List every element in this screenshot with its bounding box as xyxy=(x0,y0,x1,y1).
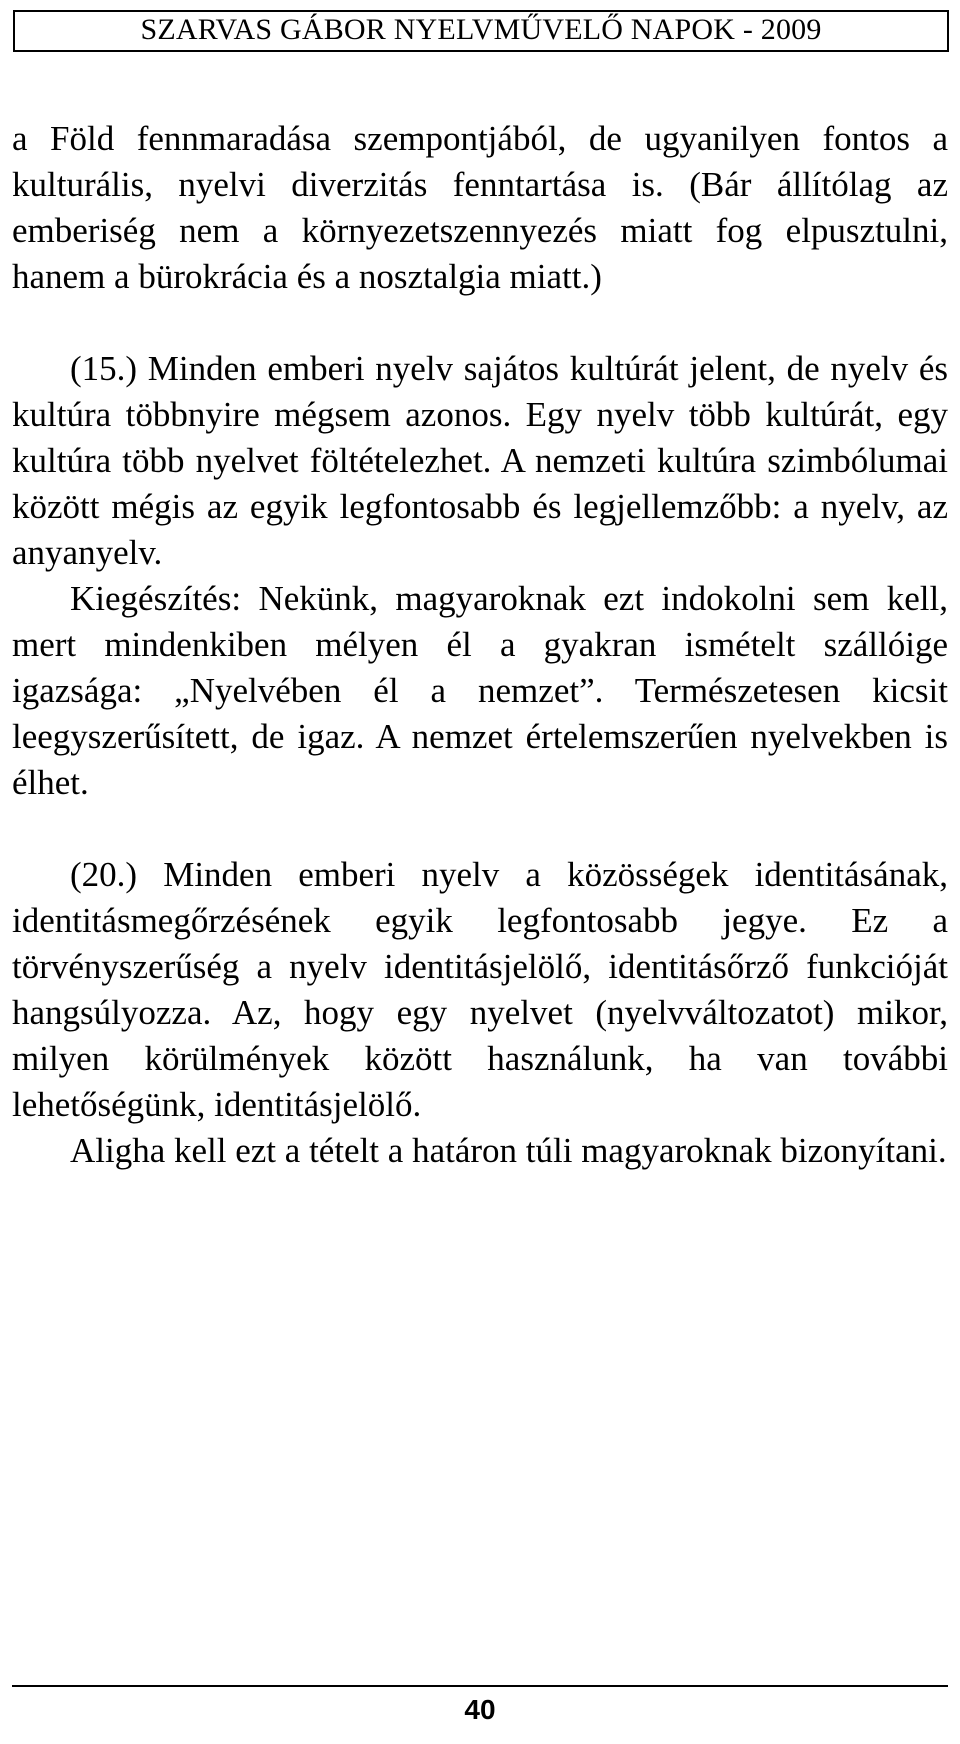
page-body xyxy=(12,116,948,1174)
paragraph: (15.) Minden emberi nyelv sajátos kultúrát jelent, de nyelv és kultúra többnyire mégsem azonos. Egy nyelv több kultúrát, egy kultúra több nyelvet föltételezhet. A nemzeti kultúra szimbólumai között mégis az egyik legfontosabb és legjellemzőbb: a nyelv, az anyanyelv. xyxy=(12,349,948,572)
paragraph: Aligha kell ezt a tételt a határon túli magyaroknak bizonyítani. xyxy=(70,1131,947,1170)
paragraph: (20.) Minden emberi nyelv a közösségek identitásának, identitásmegőrzésének egyik legfontosabb jegye. Ez a törvényszerűség a nyelv identitásjelölő, identitásőrző funkcióját hangsúlyozza. Az, hogy egy nyelvet (nyelvváltozatot) mikor, milyen körülmények között használunk, ha van további lehetőségünk, identitásjelölő. xyxy=(12,855,948,1124)
paragraph: a Föld fennmaradása szempontjából, de ugyanilyen fontos a kulturális, nyelvi diverzitás fenntartása is. (Bár állítólag az emberiség nem a környezetszennyezés miatt fog elpusztulni, hanem a bürokrácia és a nosztalgia miatt.) xyxy=(12,119,948,296)
paragraph-spacer xyxy=(12,300,948,346)
running-header xyxy=(13,10,949,52)
paragraph-spacer xyxy=(12,806,948,852)
footer-rule xyxy=(12,1685,948,1687)
paragraph: Kiegészítés: Nekünk, magyaroknak ezt indokolni sem kell, mert mindenkiben mélyen él a gyakran ismételt szállóige igazsága: „Nyelvében él a nemzet”. Természetesen kicsit leegyszerűsített, de igaz. A nemzet értelemszerűen nyelvekben is élhet. xyxy=(12,579,948,802)
page-number: 40 xyxy=(464,1694,496,1725)
running-header-title: SZARVAS GÁBOR NYELVMŰVELŐ NAPOK - 2009 xyxy=(140,13,822,46)
